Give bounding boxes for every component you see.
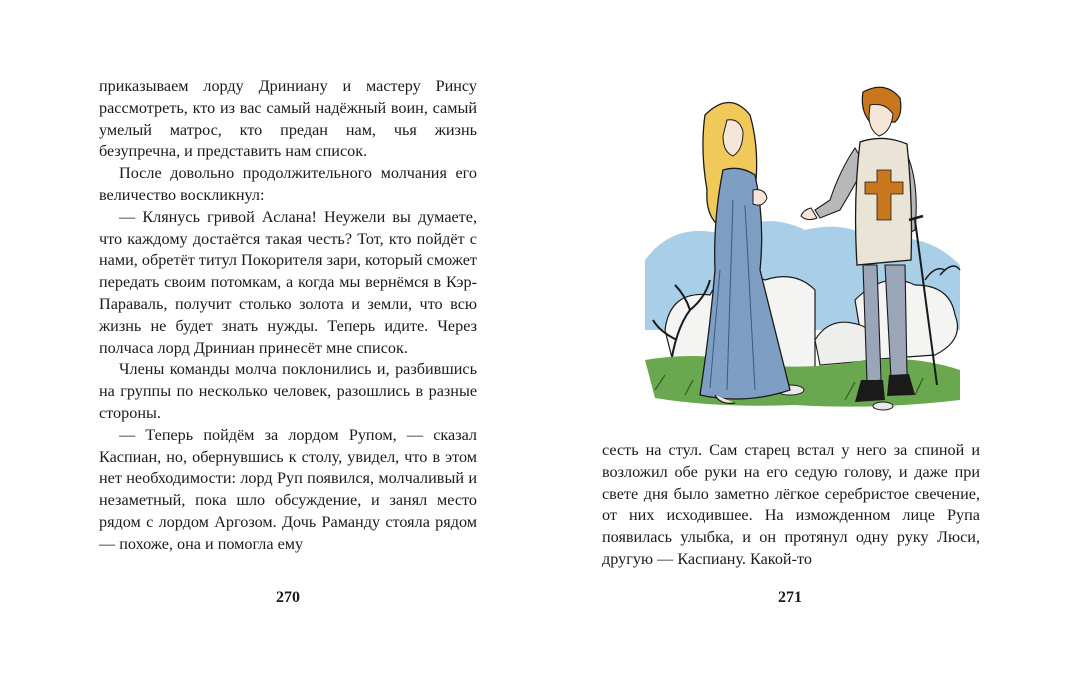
illustration-drawing bbox=[615, 70, 975, 415]
paragraph: — Клянусь гривой Аслана! Неужели вы думаете, что каждому достаётся такая честь? Тот, кто пойдёт с нами, обретёт титул Покорителя зари, который сможет передать своим потомкам, а когда мы вернёмся в Кэр-Параваль, получит столько золота и земли, что всю жизнь не будет знать нужды. Теперь идите. Через полчаса лорд Дриниан принесёт мне список. bbox=[99, 207, 477, 357]
page-number: 270 bbox=[276, 589, 300, 606]
paragraph: После довольно продолжительного молчания его величество воскликнул: bbox=[99, 164, 477, 204]
right-page-text bbox=[602, 440, 980, 571]
girl-and-knight-illustration bbox=[615, 70, 975, 415]
paragraph: Члены команды молча поклонились и, разбившись на группы по несколько человек, разошлись в разные стороны. bbox=[99, 360, 477, 422]
right-page bbox=[540, 0, 1080, 675]
page-number: 271 bbox=[778, 589, 802, 606]
paragraph: приказываем лорду Дриниану и мастеру Ринсу рассмотреть, кто из вас самый надёжный воин, самый умелый матрос, кто предан нам, чья жизнь безупречна, и представить нам список. bbox=[99, 77, 477, 161]
paragraph: сесть на стул. Сам старец встал у него за спиной и возложил обе руки на его седую голову, и даже при свете дня было заметно лёгкое серебристое свечение, от них исходившее. На изможденном лице Рупа появилась улыбка, и он протянул одну руку Люси, другую — Каспиану. Какой-то bbox=[602, 441, 980, 568]
left-page-text bbox=[99, 76, 477, 556]
paragraph: — Теперь пойдём за лордом Рупом, — сказал Каспиан, но, обернувшись к столу, увидел, что в этом нет необходимости: лорд Руп появился, молчаливый и незаметный, пока шло обсуждение, и занял место рядом с лордом Аргозом. Дочь Раманду стояла рядом — похоже, она и помогла ему bbox=[99, 425, 477, 553]
